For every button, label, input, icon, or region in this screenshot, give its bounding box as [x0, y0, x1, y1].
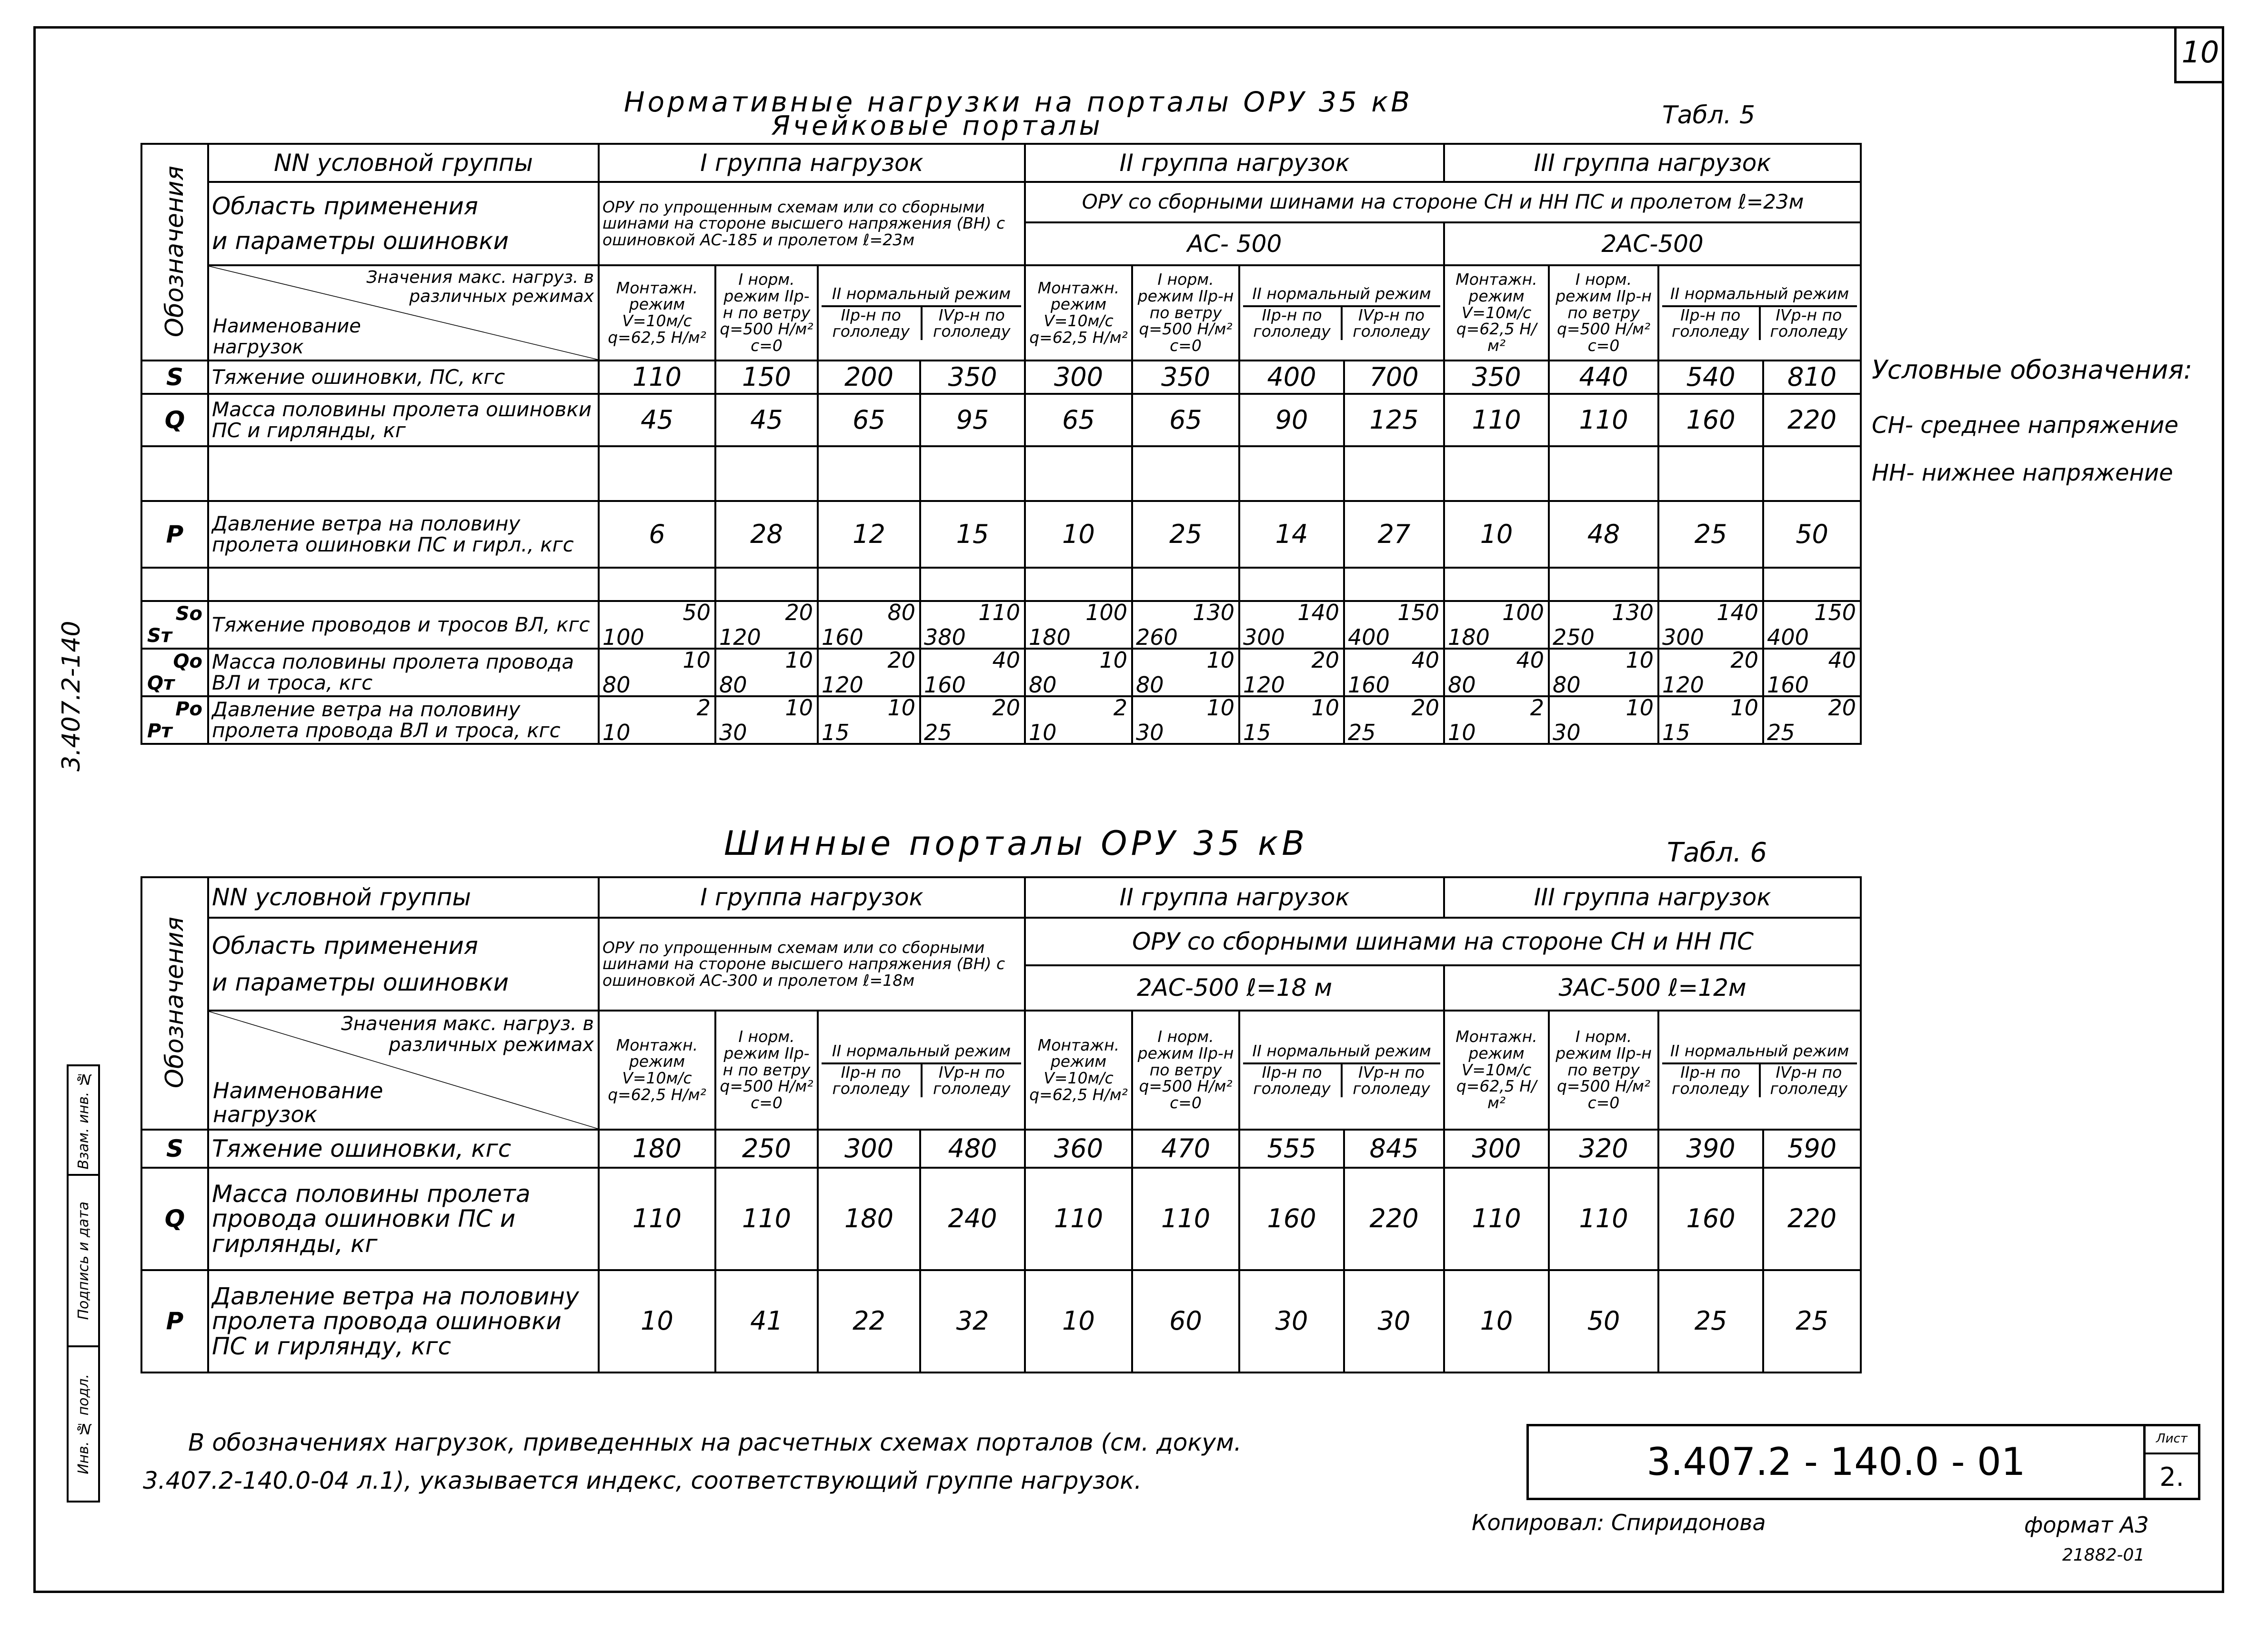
row-name: Давление ветра на половину пролета провода ошиновки ПС и гирлянду, кгс: [208, 1270, 599, 1373]
cell-value: 220: [1344, 1168, 1444, 1270]
footer-number: 21882-01: [2062, 1545, 2145, 1565]
row-symbol: Q: [141, 394, 208, 446]
pair-value-bottom: 20: [1411, 696, 1440, 721]
cell-value: 480: [920, 1130, 1025, 1168]
table5-wire-g3: 2АС-500: [1444, 222, 1861, 265]
pair-value-top: 160: [1348, 672, 1390, 696]
pair-value-top: 80: [1448, 672, 1476, 696]
cell-value: 45: [715, 394, 818, 446]
pair-value-bottom: 10: [785, 696, 813, 721]
table-row: [141, 361, 1861, 394]
pair-cell: [1549, 649, 1658, 696]
pair-value-top: 120: [719, 624, 761, 649]
pair-value-top: 300: [1662, 624, 1704, 649]
row-symbol: Q: [141, 1168, 208, 1270]
table5-mode-mount-g1: Монтажн. режим V=10м/с q=62,5 Н/м²: [599, 265, 715, 361]
pair-cell: [920, 601, 1025, 649]
pair-value-top: 30: [719, 720, 747, 744]
side-code: 3.407.2-140: [57, 621, 86, 771]
pair-value-top: 80: [719, 672, 747, 696]
table6-mode-mount-g2: Монтажн. режим V=10м/с q=62,5 Н/м²: [1025, 1011, 1132, 1130]
cell-value: 350: [1444, 361, 1549, 394]
pair-cell: [1444, 696, 1549, 744]
pair-value-bottom: 20: [1828, 696, 1857, 721]
table6-scope-g23: ОРУ со сборными шинами на стороне СН и НН ПС: [1025, 918, 1861, 965]
pair-value-bottom: 10: [785, 649, 813, 673]
pair-value-top: 120: [822, 672, 863, 696]
pair-value-bottom: 100: [1502, 601, 1545, 625]
row-symbol: P: [141, 1270, 208, 1373]
legend-title: Условные обозначения:: [1872, 355, 2192, 385]
pair-value-top: 80: [602, 672, 631, 696]
cell-value: 22: [818, 1270, 920, 1373]
pair-value-bottom: 150: [1397, 601, 1440, 625]
legend-item-sn: СН- среднее напряжение: [1872, 412, 2178, 439]
table6-wire-g2: 2АС-500 ℓ=18 м: [1025, 965, 1444, 1011]
table5-mode-norm1-g3: I норм. режим IIр-н по ветру q=500 Н/м² c=0: [1549, 265, 1658, 361]
pair-value-bottom: 10: [1099, 649, 1128, 673]
pair-value-top: 80: [1136, 672, 1164, 696]
cell-value: 10: [1025, 501, 1132, 568]
sheet-corner-number: 10: [2174, 26, 2224, 83]
pair-value-bottom: 20: [992, 696, 1021, 721]
cell-value: 810: [1763, 361, 1861, 394]
cell-value: 30: [1344, 1270, 1444, 1373]
pair-value-top: 160: [1767, 672, 1809, 696]
table5-group-3: III группа нагрузок: [1444, 144, 1861, 182]
cell-value: 200: [818, 361, 920, 394]
side-stamp: [67, 1064, 100, 1503]
table5-mode-norm2-g2: II нормальный режим IIр-н по гололеду IVр-н по гололеду: [1239, 265, 1444, 361]
table6-mode-norm1-g1: I норм. режим IIр-н по ветру q=500 Н/м² c=0: [715, 1011, 818, 1130]
pair-cell: [920, 696, 1025, 744]
cell-value: 250: [715, 1130, 818, 1168]
cell-value: 150: [715, 361, 818, 394]
row-symbol: P: [141, 501, 208, 568]
pair-cell: [1132, 649, 1239, 696]
cell-value: 10: [1444, 1270, 1549, 1373]
pair-cell: [599, 649, 715, 696]
cell-value: 10: [1025, 1270, 1132, 1373]
table-row: [141, 1168, 1861, 1270]
pair-value-top: 15: [1243, 720, 1271, 744]
cell-value: 700: [1344, 361, 1444, 394]
cell-value: 300: [1025, 361, 1132, 394]
pair-value-top: 15: [822, 720, 850, 744]
pair-value-bottom: 10: [1206, 649, 1235, 673]
pair-cell: [1344, 601, 1444, 649]
pair-cell: [1444, 649, 1549, 696]
cell-value: 50: [1763, 501, 1861, 568]
pair-cell: [1344, 696, 1444, 744]
table-row-empty: [141, 568, 1861, 601]
pair-value-top: 180: [1029, 624, 1071, 649]
table6-scope-label: Область применения и параметры ошиновки: [208, 918, 599, 1011]
pair-row-symbol: Sт Sо: [141, 601, 208, 649]
pair-value-top: 400: [1348, 624, 1390, 649]
table6-diagonal-header: Значения макс. нагруз. в различных режимах Наименование нагрузок: [208, 1011, 599, 1130]
pair-cell: [1549, 601, 1658, 649]
cell-value: 65: [1132, 394, 1239, 446]
pair-cell: [1763, 649, 1861, 696]
table5-mode-norm1-g1: I норм. режим IIр-н по ветру q=500 Н/м² c=0: [715, 265, 818, 361]
pair-cell: [1025, 601, 1132, 649]
note-line-2: 3.407.2-140.0-04 л.1), указывается индекс, соответствующий группе нагрузок.: [143, 1467, 1142, 1494]
table-row-pair: [141, 696, 1861, 744]
pair-value-top: 160: [822, 624, 863, 649]
pair-cell: [1444, 601, 1549, 649]
cell-value: 350: [1132, 361, 1239, 394]
table6-title: Шинные порталы ОРУ 35 кВ: [724, 824, 1309, 863]
cell-value: 240: [920, 1168, 1025, 1270]
pair-cell: [1658, 601, 1763, 649]
table6: [140, 876, 1862, 1373]
cell-value: 320: [1549, 1130, 1658, 1168]
table5-subtitle: Ячейковые порталы: [772, 110, 1103, 141]
table-row: [141, 501, 1861, 568]
cell-value: 50: [1549, 1270, 1658, 1373]
doc-code-stamp: 3.407.2 - 140.0 - 01: [1526, 1424, 2146, 1500]
cell-value: 160: [1658, 1168, 1763, 1270]
table6-group-header: NN условной группы: [208, 877, 599, 918]
pair-value-top: 380: [924, 624, 966, 649]
pair-value-bottom: 2: [1113, 696, 1128, 721]
cell-value: 30: [1239, 1270, 1344, 1373]
row-name: Давление ветра на половину пролета провода ВЛ и троса, кгс: [208, 696, 599, 744]
table6-tab-label: Табл. 6: [1667, 837, 1767, 868]
row-name: Масса половины пролета провода ВЛ и троса, кгс: [208, 649, 599, 696]
cell-value: 160: [1239, 1168, 1344, 1270]
pair-value-top: 260: [1136, 624, 1178, 649]
pair-cell: [1025, 696, 1132, 744]
cell-value: 14: [1239, 501, 1344, 568]
pair-value-bottom: 40: [1411, 649, 1440, 673]
cell-value: 65: [1025, 394, 1132, 446]
cell-value: 10: [1444, 501, 1549, 568]
cell-value: 95: [920, 394, 1025, 446]
pair-cell: [715, 601, 818, 649]
pair-value-bottom: 80: [887, 601, 915, 625]
cell-value: 28: [715, 501, 818, 568]
cell-value: 25: [1132, 501, 1239, 568]
cell-value: 110: [1549, 1168, 1658, 1270]
pair-value-bottom: 10: [1206, 696, 1235, 721]
cell-value: 6: [599, 501, 715, 568]
cell-value: 32: [920, 1270, 1025, 1373]
cell-value: 48: [1549, 501, 1658, 568]
pair-cell: [1132, 696, 1239, 744]
cell-value: 470: [1132, 1130, 1239, 1168]
pair-value-bottom: 2: [696, 696, 711, 721]
table5-group-2: II группа нагрузок: [1025, 144, 1444, 182]
pair-value-top: 120: [1243, 672, 1285, 696]
cell-value: 390: [1658, 1130, 1763, 1168]
cell-value: 110: [599, 1168, 715, 1270]
pair-value-bottom: 140: [1716, 601, 1759, 625]
pair-value-top: 15: [1662, 720, 1690, 744]
cell-value: 220: [1763, 394, 1861, 446]
side-stamp-cell: Подпись и дата: [69, 1176, 98, 1347]
pair-cell: [1658, 696, 1763, 744]
cell-value: 440: [1549, 361, 1658, 394]
table6-mode-mount-g3: Монтажн. режим V=10м/с q=62,5 Н/м²: [1444, 1011, 1549, 1130]
cell-value: 360: [1025, 1130, 1132, 1168]
pair-cell: [1239, 601, 1344, 649]
pair-value-bottom: 40: [1828, 649, 1857, 673]
cell-value: 110: [715, 1168, 818, 1270]
pair-value-top: 120: [1662, 672, 1704, 696]
pair-cell: [1763, 696, 1861, 744]
table5-group-1: I группа нагрузок: [599, 144, 1025, 182]
cell-value: 27: [1344, 501, 1444, 568]
table6-mode-norm2-g2: II нормальный режим IIр-н по гололеду IVр-н по гололеду: [1239, 1011, 1444, 1130]
cell-value: 555: [1239, 1130, 1344, 1168]
cell-value: 125: [1344, 394, 1444, 446]
pair-value-top: 25: [924, 720, 952, 744]
pair-value-bottom: 2: [1530, 696, 1545, 721]
table6-designation-header: Обозначения: [141, 877, 208, 1130]
table5-mode-norm2-g3: II нормальный режим IIр-н по гололеду IVр-н по гололеду: [1658, 265, 1861, 361]
pair-value-bottom: 20: [887, 649, 915, 673]
pair-value-bottom: 140: [1297, 601, 1340, 625]
cell-value: 300: [818, 1130, 920, 1168]
table6-group-1: I группа нагрузок: [599, 877, 1025, 918]
pair-value-bottom: 10: [1730, 696, 1759, 721]
pair-value-bottom: 40: [1516, 649, 1545, 673]
pair-cell: [1658, 649, 1763, 696]
note-line-1: В обозначениях нагрузок, приведенных на расчетных схемах порталов (см. докум.: [188, 1429, 1242, 1456]
pair-value-top: 180: [1448, 624, 1490, 649]
sheet-number: 2.: [2159, 1462, 2184, 1492]
cell-value: 41: [715, 1270, 818, 1373]
pair-cell: [715, 649, 818, 696]
cell-value: 110: [1132, 1168, 1239, 1270]
pair-value-top: 10: [1448, 720, 1476, 744]
pair-value-top: 160: [924, 672, 966, 696]
pair-value-bottom: 10: [887, 696, 915, 721]
table-row: [141, 394, 1861, 446]
cell-value: 12: [818, 501, 920, 568]
pair-value-top: 250: [1553, 624, 1595, 649]
table5-mode-mount-g2: Монтажн. режим V=10м/с q=62,5 Н/м²: [1025, 265, 1132, 361]
table5-mode-norm1-g2: I норм. режим IIр-н по ветру q=500 Н/м² c=0: [1132, 265, 1239, 361]
cell-value: 350: [920, 361, 1025, 394]
table6-group-2: II группа нагрузок: [1025, 877, 1444, 918]
table5-wire-g2: АС- 500: [1025, 222, 1444, 265]
table5-title: Нормативные нагрузки на порталы ОРУ 35 кВ: [624, 86, 1413, 118]
pair-value-bottom: 20: [1730, 649, 1759, 673]
table5-mode-norm2-g1: II нормальный режим IIр-н по гололеду IVр-н по гололеду: [818, 265, 1025, 361]
sheet-number-box: [2146, 1424, 2200, 1500]
row-name: Масса половины пролета ошиновки ПС и гирлянды, кг: [208, 394, 599, 446]
pair-value-bottom: 40: [992, 649, 1021, 673]
cell-value: 180: [599, 1130, 715, 1168]
table5-group-header: NN условной группы: [208, 144, 599, 182]
row-symbol: S: [141, 361, 208, 394]
sheet-label: Лист: [2146, 1426, 2198, 1454]
cell-value: 60: [1132, 1270, 1239, 1373]
footer-format: формат А3: [2024, 1512, 2149, 1538]
cell-value: 110: [1549, 394, 1658, 446]
row-name: Тяжение ошиновки, кгс: [208, 1130, 599, 1168]
table5-diagonal-header: Значения макс. нагруз. в различных режимах Наименование нагрузок: [208, 265, 599, 361]
table6-wire-g3: 3АС-500 ℓ=12м: [1444, 965, 1861, 1011]
pair-value-bottom: 10: [1626, 649, 1654, 673]
cell-value: 220: [1763, 1168, 1861, 1270]
pair-row-symbol: Qт Qо: [141, 649, 208, 696]
pair-row-symbol: Pт Pо: [141, 696, 208, 744]
cell-value: 65: [818, 394, 920, 446]
cell-value: 400: [1239, 361, 1344, 394]
cell-value: 15: [920, 501, 1025, 568]
row-name: Давление ветра на половину пролета ошиновки ПС и гирл., кгс: [208, 501, 599, 568]
pair-value-bottom: 10: [1311, 696, 1340, 721]
cell-value: 25: [1658, 1270, 1763, 1373]
row-name: Тяжение ошиновки, ПС, кгс: [208, 361, 599, 394]
pair-value-bottom: 10: [682, 649, 711, 673]
pair-value-top: 10: [1029, 720, 1057, 744]
side-stamp-cell: Взам. инв. №: [69, 1066, 98, 1176]
pair-value-top: 30: [1553, 720, 1581, 744]
pair-cell: [1763, 601, 1861, 649]
pair-value-bottom: 50: [682, 601, 711, 625]
cell-value: 180: [818, 1168, 920, 1270]
table5-scope-label: Область применения и параметры ошиновки: [208, 182, 599, 265]
table-row: [141, 1130, 1861, 1168]
pair-cell: [599, 696, 715, 744]
pair-value-bottom: 20: [785, 601, 813, 625]
cell-value: 110: [1444, 394, 1549, 446]
pair-cell: [1025, 649, 1132, 696]
table5-scope-g1: ОРУ по упрощенным схемам или со сборными шинами на стороне высшего напряжения (ВН) с ошиновкой АС-185 и пролетом ℓ=23м: [599, 182, 1025, 265]
pair-cell: [818, 696, 920, 744]
pair-cell: [599, 601, 715, 649]
table-row-pair: [141, 649, 1861, 696]
pair-value-top: 400: [1767, 624, 1809, 649]
legend-item-nn: НН- нижнее напряжение: [1872, 460, 2173, 486]
pair-value-top: 10: [602, 720, 631, 744]
table6-mode-norm1-g2: I норм. режим IIр-н по ветру q=500 Н/м² c=0: [1132, 1011, 1239, 1130]
cell-value: 25: [1658, 501, 1763, 568]
table5-scope-g23: ОРУ со сборными шинами на стороне СН и НН ПС и пролетом ℓ=23м: [1025, 182, 1861, 222]
pair-cell: [818, 649, 920, 696]
cell-value: 10: [599, 1270, 715, 1373]
pair-value-top: 80: [1029, 672, 1057, 696]
pair-cell: [1549, 696, 1658, 744]
table5-tab-label: Табл. 5: [1662, 101, 1756, 130]
table5-mode-mount-g3: Монтажн. режим V=10м/с q=62,5 Н/м²: [1444, 265, 1549, 361]
pair-cell: [1239, 649, 1344, 696]
cell-value: 110: [1444, 1168, 1549, 1270]
cell-value: 45: [599, 394, 715, 446]
row-symbol: S: [141, 1130, 208, 1168]
table-row-pair: [141, 601, 1861, 649]
row-name: Масса половины пролета провода ошиновки ПС и гирлянды, кг: [208, 1168, 599, 1270]
pair-value-top: 25: [1348, 720, 1376, 744]
side-stamp-cell: Инв. № подл.: [75, 1373, 92, 1474]
cell-value: 110: [599, 361, 715, 394]
pair-cell: [1344, 649, 1444, 696]
pair-value-bottom: 130: [1193, 601, 1235, 625]
pair-value-top: 80: [1553, 672, 1581, 696]
pair-value-bottom: 130: [1612, 601, 1654, 625]
pair-cell: [1239, 696, 1344, 744]
cell-value: 300: [1444, 1130, 1549, 1168]
cell-value: 25: [1763, 1270, 1861, 1373]
table6-mode-mount-g1: Монтажн. режим V=10м/с q=62,5 Н/м²: [599, 1011, 715, 1130]
table5-designation-header: Обозначения: [141, 144, 208, 361]
pair-cell: [818, 601, 920, 649]
row-name: Тяжение проводов и тросов ВЛ, кгс: [208, 601, 599, 649]
cell-value: 590: [1763, 1130, 1861, 1168]
pair-value-bottom: 110: [978, 601, 1021, 625]
cell-value: 110: [1025, 1168, 1132, 1270]
table5: [140, 143, 1862, 745]
table-row: [141, 1270, 1861, 1373]
cell-value: 540: [1658, 361, 1763, 394]
cell-value: 160: [1658, 394, 1763, 446]
footer-copied: Копировал: Спиридонова: [1472, 1510, 1766, 1535]
table-row-empty: [141, 446, 1861, 501]
pair-value-bottom: 150: [1814, 601, 1857, 625]
pair-value-bottom: 10: [1626, 696, 1654, 721]
pair-value-bottom: 100: [1085, 601, 1128, 625]
pair-cell: [920, 649, 1025, 696]
table6-mode-norm2-g3: II нормальный режим IIр-н по гололеду IVр-н по гололеду: [1658, 1011, 1861, 1130]
pair-value-bottom: 20: [1311, 649, 1340, 673]
pair-value-top: 300: [1243, 624, 1285, 649]
cell-value: 90: [1239, 394, 1344, 446]
table6-mode-norm1-g3: I норм. режим IIр-н по ветру q=500 Н/м² c=0: [1549, 1011, 1658, 1130]
table6-mode-norm2-g1: II нормальный режим IIр-н по гололеду IVр-н по гололеду: [818, 1011, 1025, 1130]
cell-value: 845: [1344, 1130, 1444, 1168]
pair-value-top: 100: [602, 624, 644, 649]
table6-group-3: III группа нагрузок: [1444, 877, 1861, 918]
pair-value-top: 25: [1767, 720, 1795, 744]
pair-cell: [1132, 601, 1239, 649]
pair-value-top: 30: [1136, 720, 1164, 744]
pair-cell: [715, 696, 818, 744]
table6-scope-g1: ОРУ по упрощенным схемам или со сборными шинами на стороне высшего напряжения (ВН) с ошиновкой АС-300 и пролетом ℓ=18м: [599, 918, 1025, 1011]
